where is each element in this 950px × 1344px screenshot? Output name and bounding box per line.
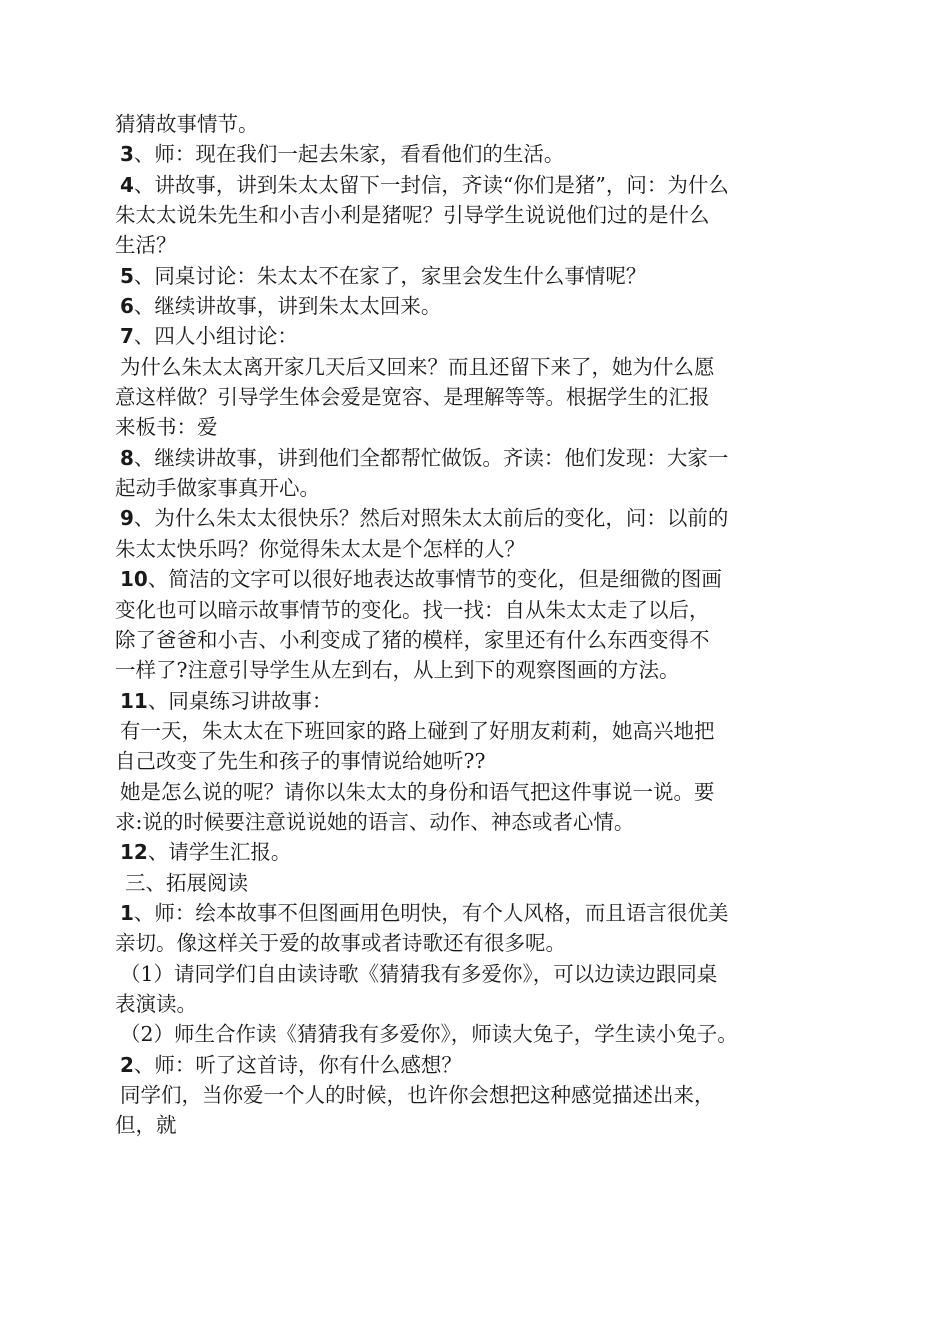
line-text: 、讲故事，讲到朱太太留下一封信，齐读“你们是猪”，问：为什么: [133, 172, 729, 197]
text-line: [115, 1019, 855, 1049]
line-text: 来板书：爱: [115, 415, 218, 440]
text-line: [115, 625, 855, 655]
item-number: 8: [120, 445, 134, 470]
item-number: 2: [120, 1052, 134, 1077]
text-line: [115, 807, 855, 837]
text-line: [115, 291, 855, 321]
text-line: [115, 321, 855, 351]
text-line: [115, 534, 855, 564]
item-number: 3: [120, 142, 134, 167]
text-line: [115, 655, 855, 685]
item-number: 6: [120, 294, 134, 319]
line-text: （1）请同学们自由读诗歌《猜猜我有多爱你》，可以边读边跟同桌: [120, 961, 718, 986]
text-line: [115, 686, 855, 716]
text-line: [115, 443, 855, 473]
line-text: 她是怎么说的呢？请你以朱太太的身份和语气把这件事说一说。要: [120, 779, 715, 804]
line-text: 朱太太说朱先生和小吉小利是猪呢？引导学生说说他们过的是什么: [115, 203, 710, 228]
text-line: [115, 716, 855, 746]
item-number: 9: [120, 506, 134, 531]
text-line: [115, 382, 855, 412]
line-text: 、继续讲故事，讲到他们全都帮忙做饭。齐读：他们发现：大家一: [133, 445, 729, 470]
line-text: 同学们，当你爱一个人的时候，也许你会想把这种感觉描述出来，: [120, 1083, 715, 1107]
line-text: 猜猜故事情节。: [115, 112, 259, 136]
text-line: [115, 928, 855, 958]
text-line: [115, 473, 855, 503]
text-line: [115, 139, 855, 169]
text-line: [115, 564, 855, 594]
text-line: [115, 837, 855, 867]
line-text: 表演读。: [115, 991, 197, 1016]
line-text: 、简洁的文字可以很好地表达故事情节的变化，但是细微的图画: [147, 567, 722, 592]
text-line: [115, 170, 855, 200]
text-line: [115, 868, 855, 898]
item-number: 5: [120, 263, 134, 288]
line-text: 变化也可以暗示故事情节的变化。找一找：自从朱太太走了以后，: [115, 597, 710, 622]
text-line: [115, 200, 855, 230]
text-line: [115, 1080, 855, 1110]
line-text: 除了爸爸和小吉、小利变成了猪的模样，家里还有什么东西变得不: [115, 627, 710, 652]
line-text: 、同桌练习讲故事：: [147, 688, 333, 713]
line-text: 、师：绘本故事不但图画用色明快，有个人风格，而且语言很优美: [133, 900, 729, 925]
line-text: 意这样做？引导学生体会爱是宽容、是理解等等。根据学生的汇报: [115, 385, 710, 410]
line-text: 自己改变了先生和孩子的事情说给她听??: [115, 749, 486, 774]
text-line: [115, 746, 855, 776]
text-line: [115, 412, 855, 442]
text-line: [115, 1050, 855, 1080]
line-text: 三、拓展阅读: [125, 870, 248, 895]
line-text: 、师：现在我们一起去朱家，看看他们的生活。: [133, 142, 565, 167]
item-number: 4: [120, 172, 134, 197]
item-number: 10: [120, 567, 148, 592]
text-line: [115, 230, 855, 260]
line-text: 一样了?注意引导学生从左到右，从上到下的观察图画的方法。: [115, 658, 680, 683]
item-number: 11: [120, 688, 148, 713]
line-text: 朱太太快乐吗？你觉得朱太太是个怎样的人？: [115, 536, 525, 561]
item-number: 7: [120, 324, 134, 349]
text-line: [115, 503, 855, 533]
line-text: 求:说的时候要注意说说她的语言、动作、神态或者心情。: [115, 809, 635, 834]
line-text: 生活？: [115, 233, 177, 258]
line-text: 有一天，朱太太在下班回家的路上碰到了好朋友莉莉，她高兴地把: [120, 718, 715, 743]
line-text: 、师：听了这首诗，你有什么感想？: [133, 1052, 462, 1077]
line-text: 、请学生汇报。: [147, 840, 292, 865]
text-line: [115, 959, 855, 989]
text-line: [115, 109, 855, 139]
text-line: [115, 777, 855, 807]
line-text: 、继续讲故事，讲到朱太太回来。: [133, 294, 442, 319]
text-line: [115, 595, 855, 625]
line-text: 为什么朱太太离开家几天后又回来？而且还留下来了，她为什么愿: [120, 354, 715, 379]
item-number: 1: [120, 900, 134, 925]
line-text: （2）师生合作读《猜猜我有多爱你》，师读大兔子，学生读小兔子。: [120, 1022, 738, 1047]
document-body: [115, 109, 855, 1141]
line-text: 、四人小组讨论：: [133, 324, 298, 349]
line-text: 亲切。像这样关于爱的故事或者诗歌还有很多呢。: [115, 931, 566, 956]
text-line: [115, 989, 855, 1019]
line-text: 起动手做家事真开心。: [115, 476, 320, 501]
line-text: 、为什么朱太太很快乐？然后对照朱太太前后的变化，问：以前的: [133, 506, 729, 531]
line-text: 但，就: [115, 1113, 177, 1138]
text-line: [115, 352, 855, 382]
text-line: [115, 1110, 855, 1140]
item-number: 12: [120, 840, 148, 865]
text-line: [115, 261, 855, 291]
text-line: [115, 898, 855, 928]
line-text: 、同桌讨论：朱太太不在家了，家里会发生什么事情呢？: [133, 263, 647, 288]
